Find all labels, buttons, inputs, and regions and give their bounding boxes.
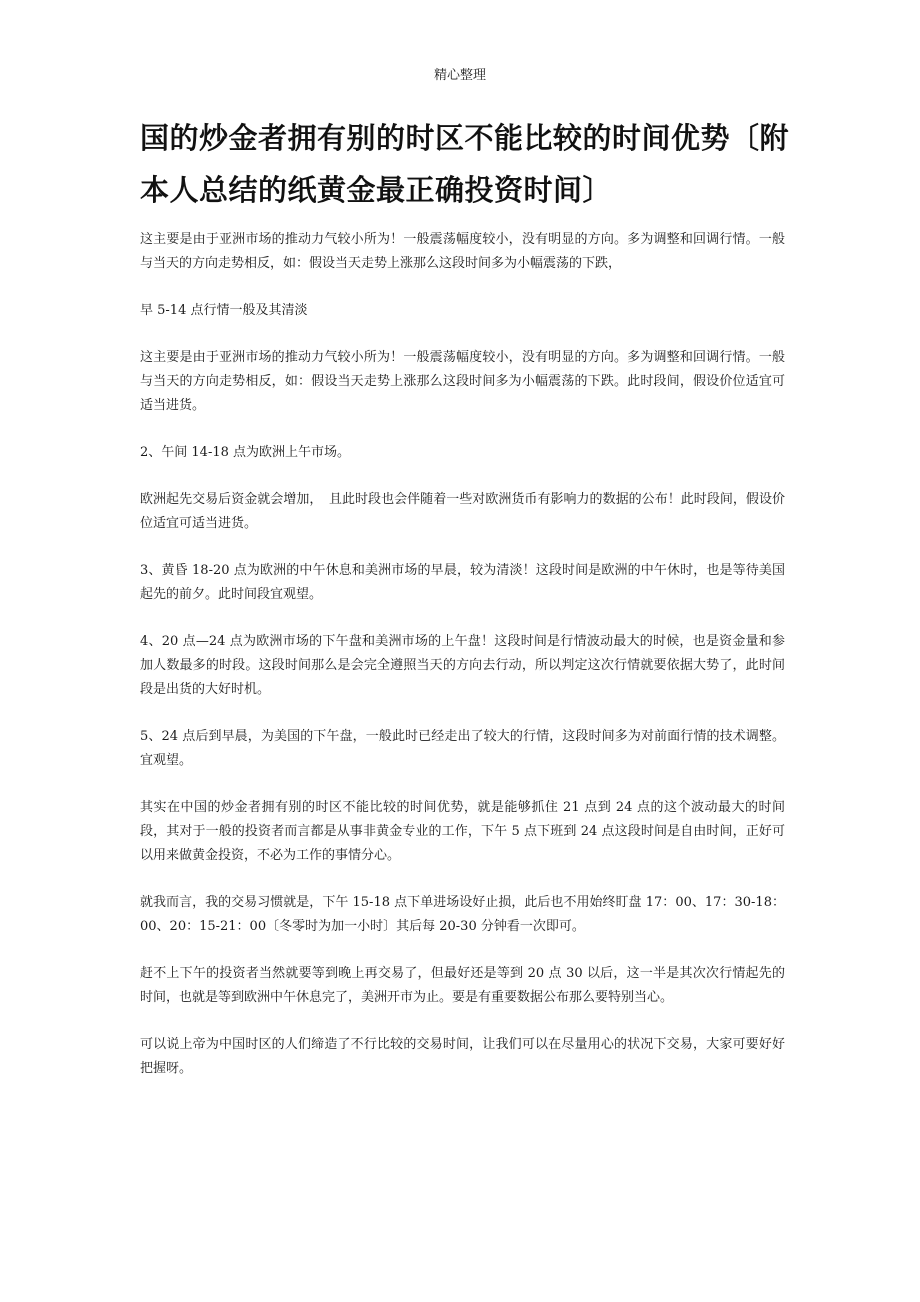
paragraph: 这主要是由于亚洲市场的推动力气较小所为！一般震荡幅度较小，没有明显的方向。多为调整和回调行情。一般与当天的方向走势相反，如：假设当天走势上涨那么这段时间多为小幅震荡的下跌， <box>140 232 785 271</box>
paragraph: 2、午间 14-18 点为欧洲上午市场。 <box>140 445 351 460</box>
page-header-note: 精心整理 <box>433 68 486 83</box>
document-title: 国的炒金者拥有别的时区不能比较的时间优势〔附本人总结的纸黄金最正确投资时间〕 <box>140 121 790 207</box>
paragraph: 欧洲起先交易后资金就会增加， 且此时段也会伴随着一些对欧洲货币有影响力的数据的公布！此时段间，假设价位适宜可适当进货。 <box>140 492 785 531</box>
paragraph: 这主要是由于亚洲市场的推动力气较小所为！一般震荡幅度较小，没有明显的方向。多为调整和回调行情。一般与当天的方向走势相反，如：假设当天走势上涨那么这段时间多为小幅震荡的下跌。此时段间，假设价位适宜可适当进货。 <box>140 350 785 413</box>
paragraph: 其实在中国的炒金者拥有别的时区不能比较的时间优势，就是能够抓住 21 点到 24 点的这个波动最大的时间段，其对于一般的投资者而言都是从事非黄金专业的工作，下午 5 点下班到 24 点这段时间是自由时间，正好可以用来做黄金投资，不必为工作的事情分心。 <box>140 800 785 863</box>
document-body <box>140 228 785 1104</box>
paragraph: 赶不上下午的投资者当然就要等到晚上再交易了，但最好还是等到 20 点 30 以后，这一半是其次次行情起先的时间，也就是等到欧洲中午休息完了，美洲开市为止。要是有重要数据公布那么要特别当心。 <box>140 966 785 1005</box>
paragraph: 可以说上帝为中国时区的人们缔造了不行比较的交易时间，让我们可以在尽量用心的状况下交易，大家可要好好把握呀。 <box>140 1037 785 1076</box>
paragraph: 早 5-14 点行情一般及其清淡 <box>140 303 308 318</box>
paragraph: 4、20 点—24 点为欧洲市场的下午盘和美洲市场的上午盘！这段时间是行情波动最大的时候，也是资金量和参加人数最多的时段。这段时间那么是会完全遵照当天的方向去行动，所以判定这次行情就要依据大势了，此时间段是出货的大好时机。 <box>140 634 785 697</box>
paragraph: 就我而言，我的交易习惯就是，下午 15-18 点下单进场设好止损，此后也不用始终盯盘 17：00、17：30-18：00、20：15-21：00〔冬零时为加一小时〕其后每 20-30 分钟看一次即可。 <box>140 895 785 934</box>
paragraph: 3、黄昏 18-20 点为欧洲的中午休息和美洲市场的早晨，较为清淡！这段时间是欧洲的中午休时，也是等待美国起先的前夕。此时间段宜观望。 <box>140 563 785 602</box>
paragraph: 5、24 点后到早晨，为美国的下午盘，一般此时已经走出了较大的行情，这段时间多为对前面行情的技术调整。宜观望。 <box>140 729 785 768</box>
